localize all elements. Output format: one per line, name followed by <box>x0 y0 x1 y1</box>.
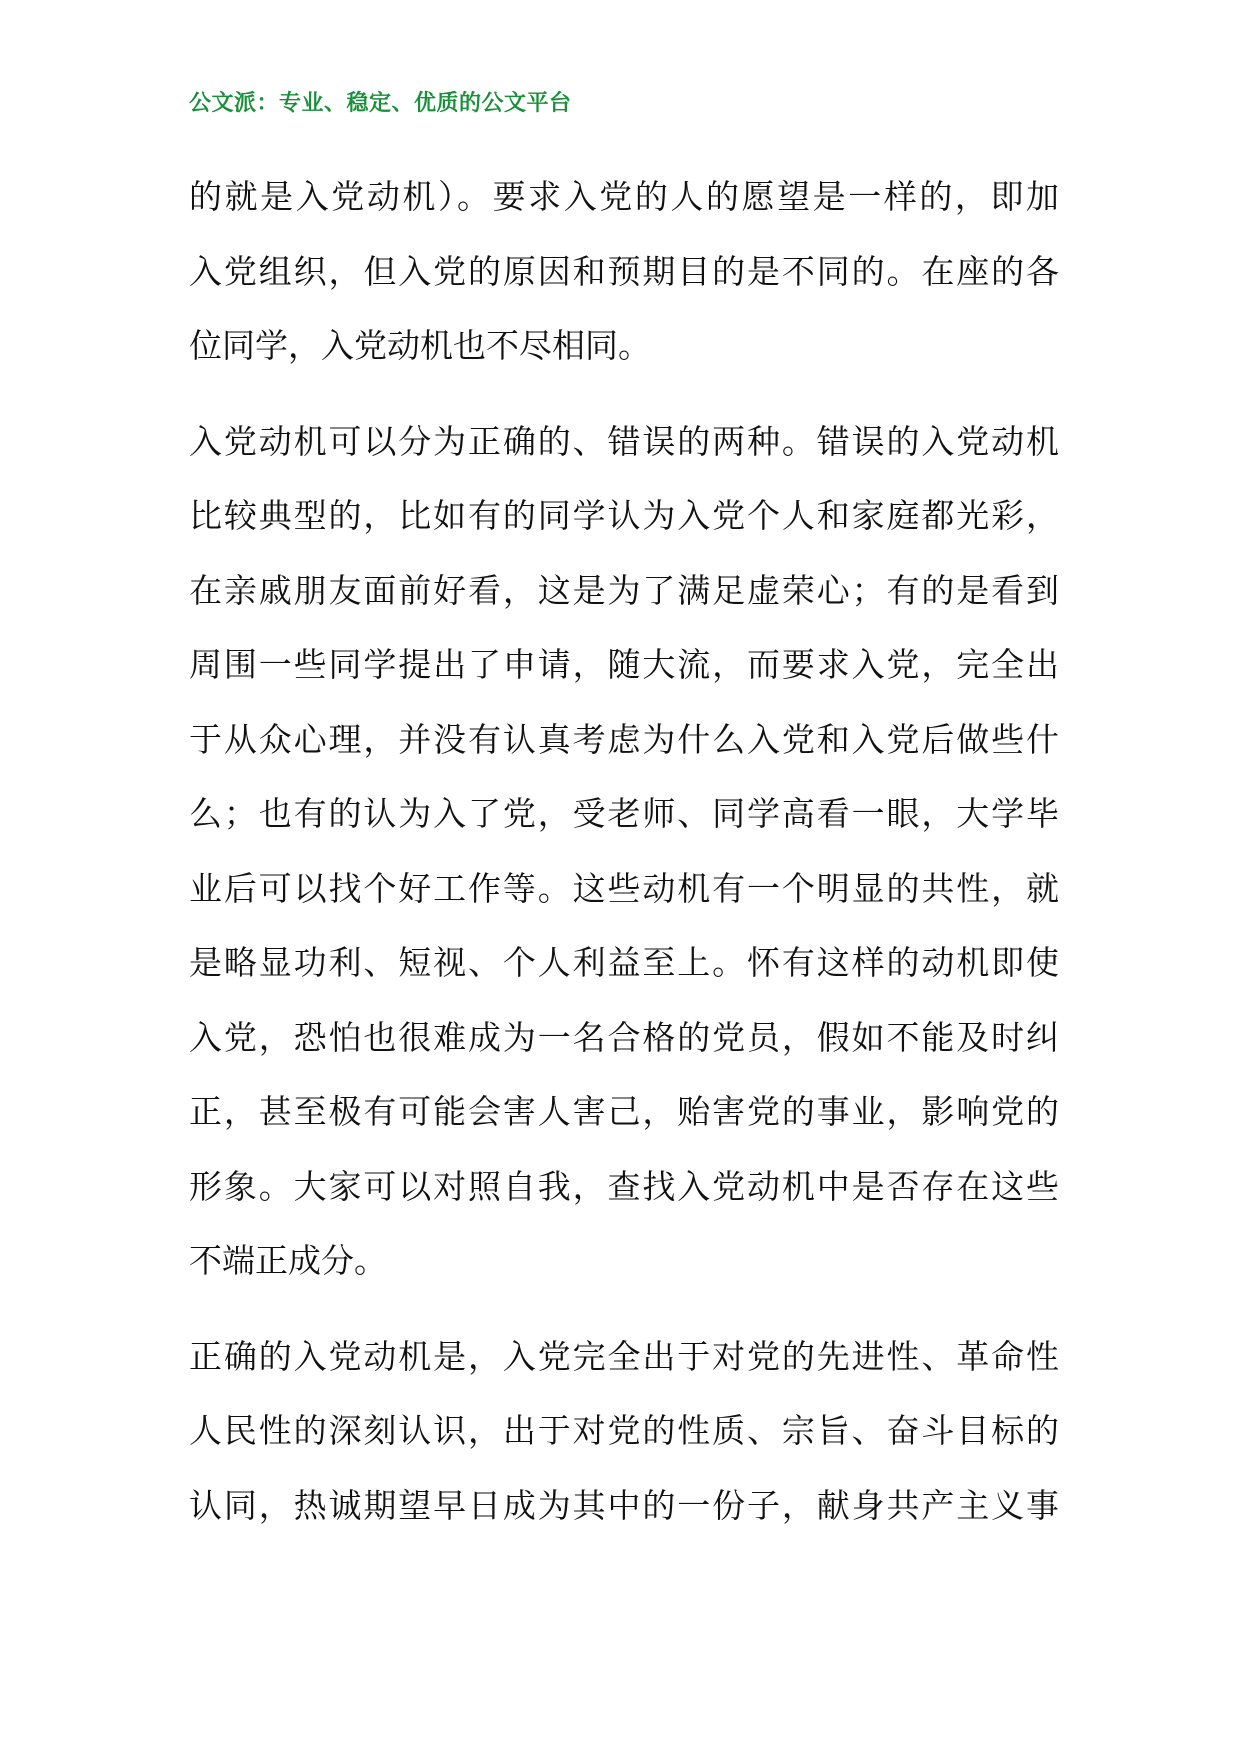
text-line: 不端正成分。 <box>189 1241 387 1280</box>
text-line: 业后可以找个好工作等。这些动机有一个明显的共性，就 <box>189 868 1059 908</box>
text-line: 比较典型的，比如有的同学认为入党个人和家庭都光彩， <box>189 496 1059 535</box>
text-line: 人民性的深刻认识，出于对党的性质、宗旨、奋斗目标的 <box>189 1411 1059 1450</box>
text-line: 的就是入党动机）。要求入党的人的愿望是一样的，即加 <box>189 177 1059 216</box>
text-line: 入党动机可以分为正确的、错误的两种。错误的入党动机 <box>189 421 1059 461</box>
text-line: 周围一些同学提出了申请，随大流，而要求入党，完全出 <box>189 645 1059 684</box>
text-line: 认同，热诚期望早日成为其中的一份子，献身共产主义事 <box>189 1485 1059 1525</box>
page-header: 公文派：专业、稳定、优质的公文平台 <box>189 91 572 116</box>
text-line: 在亲戚朋友面前好看，这是为了满足虚荣心；有的是看到 <box>189 570 1059 610</box>
paragraph-1 <box>189 160 1059 384</box>
text-line: 形象。大家可以对照自我，查找入党动机中是否存在这些 <box>189 1166 1059 1206</box>
text-line: 入党，恐怕也很难成为一名合格的党员，假如不能及时纠 <box>189 1017 1059 1057</box>
paragraph-3 <box>189 1320 1059 1544</box>
text-line: 于从众心理，并没有认真考虑为什么入党和入党后做些什 <box>189 719 1059 759</box>
text-line: 位同学，入党动机也不尽相同。 <box>189 326 651 365</box>
text-line: 正，甚至极有可能会害人害己，贻害党的事业，影响党的 <box>189 1092 1059 1131</box>
paragraph-2 <box>189 405 1059 1299</box>
text-line: 正确的入党动机是，入党完全出于对党的先进性、革命性 <box>189 1336 1059 1376</box>
text-line: 么；也有的认为入了党，受老师、同学高看一眼，大学毕 <box>189 794 1059 833</box>
text-line: 是略显功利、短视、个人利益至上。怀有这样的动机即使 <box>189 943 1059 982</box>
text-line: 入党组织，但入党的原因和预期目的是不同的。在座的各 <box>189 251 1059 291</box>
document-body <box>189 160 1059 1564</box>
